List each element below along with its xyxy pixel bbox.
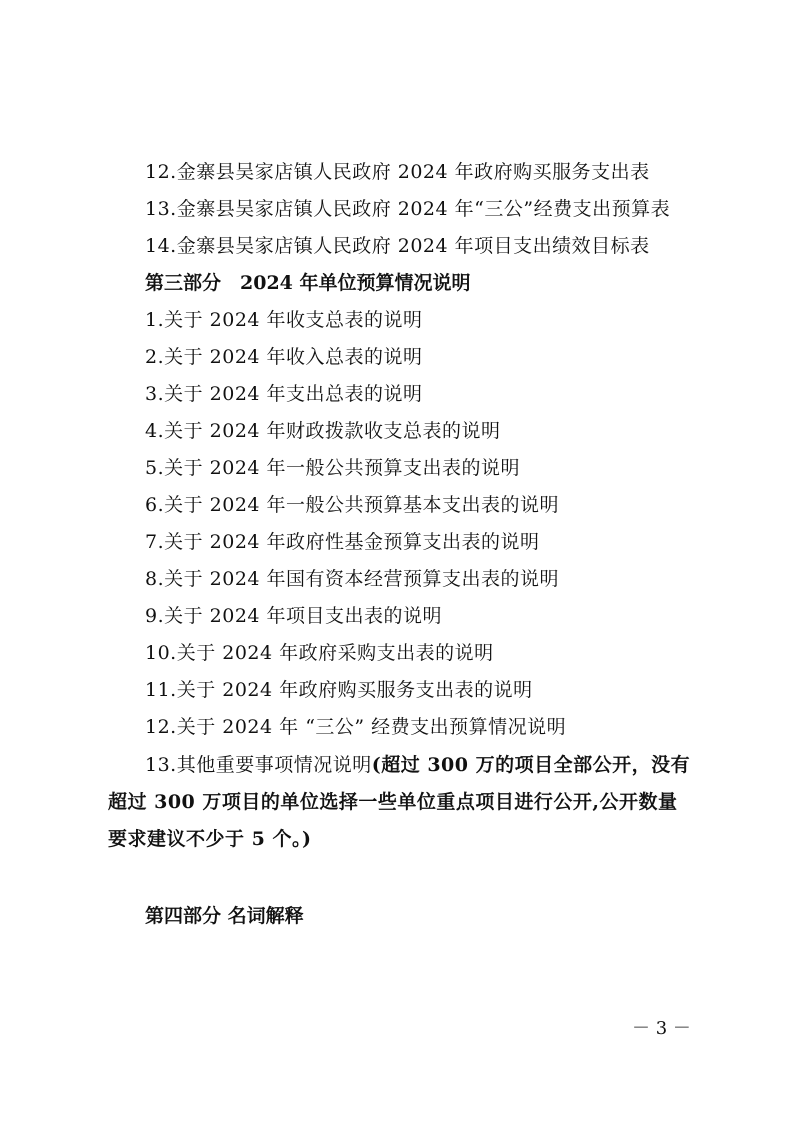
part3-item-4: 4.关于 2024 年财政拨款收支总表的说明 xyxy=(145,420,501,442)
item13-bold-note: (超过 300 万的项目全部公开，没有超过 300 万项目的单位选择一些单位重点项目进行公开,公开数量要求建议不少于 5 个。) xyxy=(108,754,691,850)
part3-item-8: 8.关于 2024 年国有资本经营预算支出表的说明 xyxy=(145,568,560,590)
toc-item-12: 12.金寨县吴家店镇人民政府 2024 年政府购买服务支出表 xyxy=(145,161,650,183)
item13-prefix: 13.其他重要事项情况说明 xyxy=(145,754,372,776)
part3-item-2: 2.关于 2024 年收入总表的说明 xyxy=(145,346,423,368)
part3-item-10: 10.关于 2024 年政府采购支出表的说明 xyxy=(145,642,494,664)
part3-item-6: 6.关于 2024 年一般公共预算基本支出表的说明 xyxy=(145,494,560,516)
part3-item-7: 7.关于 2024 年政府性基金预算支出表的说明 xyxy=(145,531,540,553)
toc-item-14: 14.金寨县吴家店镇人民政府 2024 年项目支出绩效目标表 xyxy=(145,235,650,257)
part3-item-11: 11.关于 2024 年政府购买服务支出表的说明 xyxy=(145,679,533,701)
page-number: － 3 － xyxy=(632,1018,691,1039)
part3-item-3: 3.关于 2024 年支出总表的说明 xyxy=(145,383,423,405)
part3-heading: 第三部分 2024 年单位预算情况说明 xyxy=(145,272,471,294)
part3-item-13 xyxy=(108,747,693,858)
part3-item-1: 1.关于 2024 年收支总表的说明 xyxy=(145,309,423,331)
part3-item-5: 5.关于 2024 年一般公共预算支出表的说明 xyxy=(145,457,521,479)
part3-item-9: 9.关于 2024 年项目支出表的说明 xyxy=(145,605,443,627)
toc-item-13: 13.金寨县吴家店镇人民政府 2024 年“三公”经费支出预算表 xyxy=(145,198,671,220)
part4-heading: 第四部分 名词解释 xyxy=(145,905,304,927)
part3-item-12: 12.关于 2024 年 “三公” 经费支出预算情况说明 xyxy=(145,716,567,738)
